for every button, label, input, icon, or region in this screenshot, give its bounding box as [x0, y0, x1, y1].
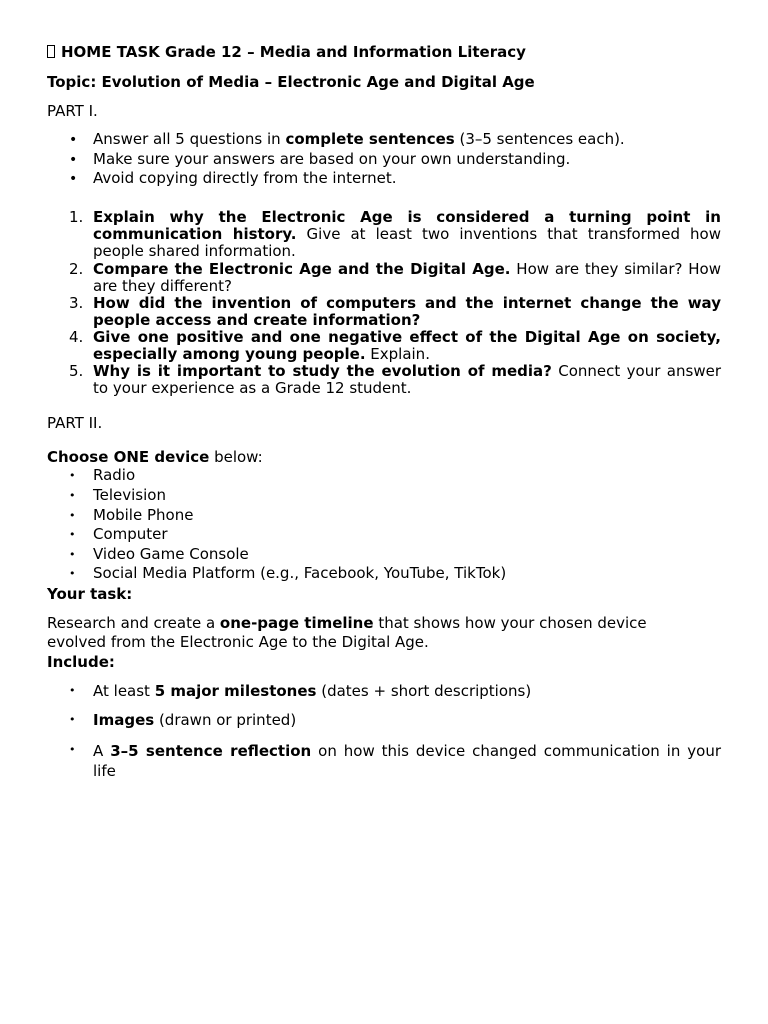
choose-device-line: Choose ONE device below:	[47, 448, 263, 466]
question-number: 3.	[69, 294, 84, 312]
list-item: • At least 5 major milestones (dates + short descriptions)	[69, 682, 532, 700]
your-task-label: Your task:	[47, 585, 133, 603]
question-number: 4.	[69, 328, 84, 346]
bullet-icon: •	[69, 684, 76, 697]
list-item: • Video Game Console	[69, 545, 249, 563]
missing-glyph-icon	[47, 45, 55, 58]
include-label: Include:	[47, 653, 115, 671]
bullet-icon: •	[69, 743, 76, 756]
bullet-icon: •	[69, 489, 76, 502]
task-description-line-1: Research and create a one-page timeline that shows how your chosen device	[47, 614, 647, 632]
document-title: HOME TASK Grade 12 – Media and Information Literacy	[47, 43, 526, 61]
list-item: • Mobile Phone	[69, 506, 194, 524]
topic-line: Topic: Evolution of Media – Electronic Age and Digital Age	[47, 73, 535, 91]
list-item: • Computer	[69, 525, 168, 543]
list-item: • Make sure your answers are based on your own understanding.	[69, 150, 571, 168]
task-description-line-2: evolved from the Electronic Age to the Digital Age.	[47, 633, 429, 651]
bullet-icon: •	[69, 713, 76, 726]
bullet-icon: •	[69, 509, 76, 522]
list-item: • Answer all 5 questions in complete sentences (3–5 sentences each).	[69, 130, 625, 148]
list-item: • Images (drawn or printed)	[69, 711, 297, 729]
bullet-icon: •	[69, 567, 76, 580]
bullet-icon: •	[69, 469, 76, 482]
list-item: • Avoid copying directly from the internet.	[69, 169, 397, 187]
part2-label: PART II.	[47, 414, 103, 432]
list-item: • Social Media Platform (e.g., Facebook, YouTube, TikTok)	[69, 564, 507, 582]
question-number: 5.	[69, 362, 84, 380]
question-number: 1.	[69, 208, 84, 226]
bullet-icon: •	[69, 171, 78, 187]
list-item: • Television	[69, 486, 166, 504]
question-number: 2.	[69, 260, 84, 278]
part1-label: PART I.	[47, 102, 98, 120]
bullet-icon: •	[69, 528, 76, 541]
list-item: • Radio	[69, 466, 136, 484]
bullet-icon: •	[69, 132, 78, 148]
bullet-icon: •	[69, 152, 78, 168]
bullet-icon: •	[69, 548, 76, 561]
